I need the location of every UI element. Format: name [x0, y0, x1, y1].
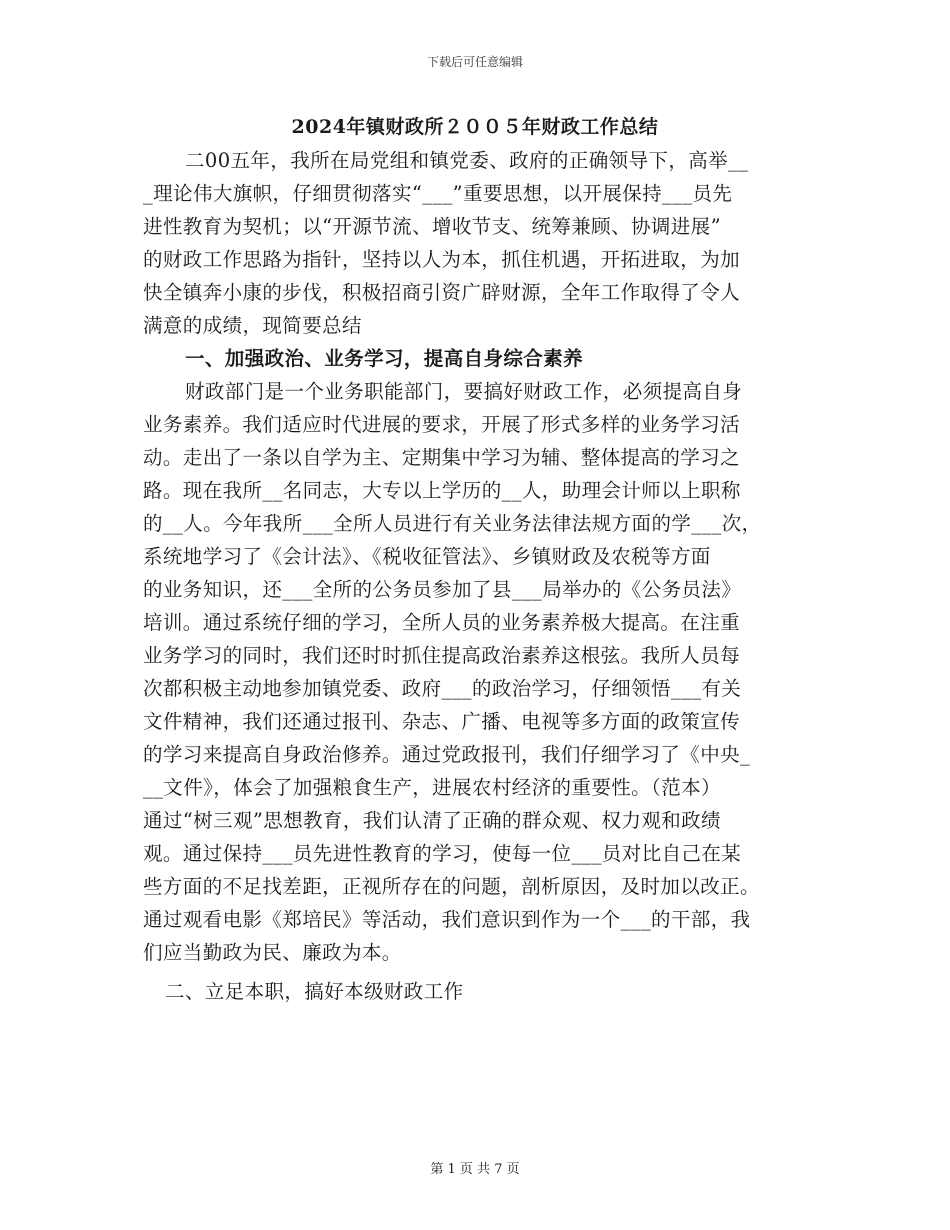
paragraph-line: 的业务知识，还___全所的公务员参加了县___局举办的《公务员法》 [143, 578, 742, 601]
paragraph-line: 文件精神，我们还通过报刊、杂志、广播、电视等多方面的政策宣传 [143, 710, 741, 733]
paragraph-line: 通过“树三观”思想教育，我们认清了正确的群众观、权力观和政绩 [143, 809, 721, 832]
paragraph-line: 的财政工作思路为指针，坚持以人为本，抓住机遇，开拓进取，为加 [143, 248, 741, 271]
paragraph-line: 通过观看电影《郑培民》等活动，我们意识到作为一个___的干部，我 [143, 908, 751, 931]
section-heading: 二、立足本职，搞好本级财政工作 [165, 980, 464, 1003]
paragraph-line: 进性教育为契机；以“开源节流、增收节支、统筹兼顾、协调进展” [143, 215, 721, 238]
paragraph-line: 观。通过保持___员先进性教育的学习，使每一位___员对比自己在某 [143, 842, 742, 865]
paragraph-line: 的__人。今年我所___全所人员进行有关业务法律法规方面的学___次， [143, 512, 762, 535]
paragraph-line: 次都积极主动地参加镇党委、政府___的政治学习，仔细领悟___有关 [143, 677, 742, 700]
paragraph-line: 二00五年，我所在局党组和镇党委、政府的正确领导下，高举__ [185, 149, 749, 172]
paragraph-line: 业务素养。我们适应时代进展的要求，开展了形式多样的业务学习活 [143, 413, 741, 436]
paragraph-line: 系统地学习了《会计法》、《税收征管法》、乡镇财政及农税等方面 [143, 545, 711, 568]
paragraph-line: 业务学习的同时，我们还时时抓住提高政治素养这根弦。我所人员每 [143, 644, 741, 667]
paragraph-line: 财政部门是一个业务职能部门，要搞好财政工作，必须提高自身 [185, 380, 743, 403]
paragraph-line: 的学习来提高自身政治修养。通过党政报刊，我们仔细学习了《中央_ [143, 743, 751, 766]
section-heading: 一、加强政治、业务学习，提高自身综合素养 [185, 347, 584, 370]
page-number: 第 1 页 共 7 页 [430, 1162, 520, 1177]
document-body [143, 144, 811, 1008]
paragraph-line: 满意的成绩，现简要总结 [143, 314, 362, 337]
document-title: 2024年镇财政所２００５年财政工作总结 [291, 116, 659, 138]
paragraph-line: 快全镇奔小康的步伐，积极招商引资广辟财源，全年工作取得了令人 [143, 281, 741, 304]
paragraph-line: 培训。通过系统仔细的学习，全所人员的业务素养极大提高。在注重 [143, 611, 741, 634]
header-note: 下载后可任意编辑 [426, 55, 523, 69]
paragraph-line: _理论伟大旗帜，仔细贯彻落实“___”重要思想，以开展保持___员先 [143, 182, 733, 205]
paragraph-line: 们应当勤政为民、廉政为本。 [143, 941, 402, 964]
paragraph-line: 动。走出了一条以自学为主、定期集中学习为辅、整体提高的学习之 [143, 446, 741, 469]
paragraph-line: 路。现在我所__名同志，大专以上学历的__人，助理会计师以上职称 [143, 479, 741, 502]
paragraph-line: __文件》，体会了加强粮食生产，进展农村经济的重要性。（范本） [143, 776, 721, 799]
paragraph-line: 些方面的不足找差距，正视所存在的问题，剖析原因，及时加以改正。 [143, 875, 760, 898]
